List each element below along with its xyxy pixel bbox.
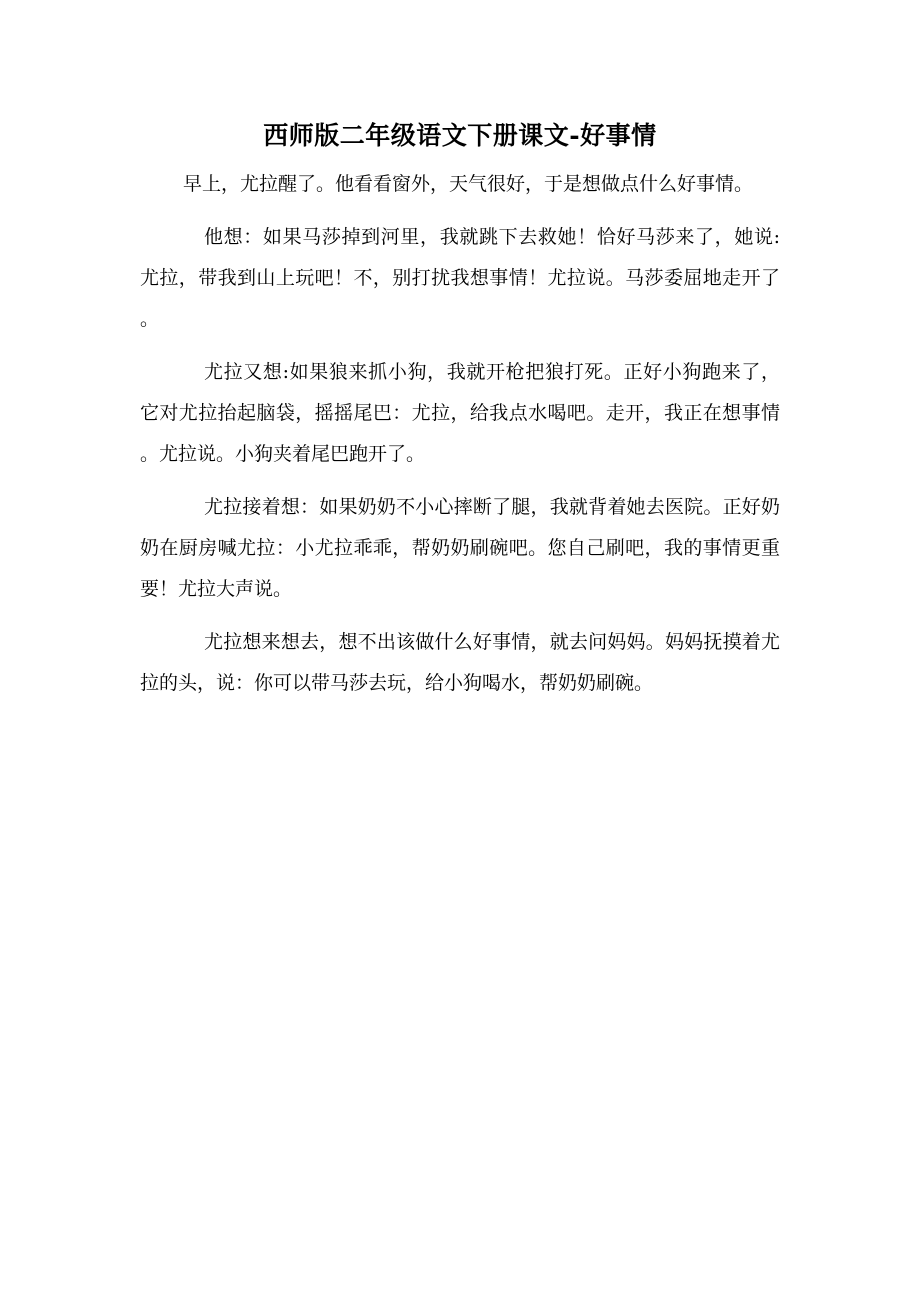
paragraph-2: 他想：如果马莎掉到河里，我就跳下去救她！恰好马莎来了，她说:尤拉，带我到山上玩吧！不，别打扰我想事情！尤拉说。马莎委屈地走开了。 (140, 226, 780, 330)
paragraph-4: 尤拉接着想：如果奶奶不小心摔断了腿，我就背着她去医院。正好奶奶在厨房喊尤拉：小尤拉乖乖，帮奶奶刷碗吧。您自己刷吧，我的事情更重要！尤拉大声说。 (140, 496, 780, 600)
paragraph-1: 早上，尤拉醒了。他看看窗外，天气很好，于是想做点什么好事情。 (183, 173, 754, 195)
paragraph-3: 尤拉又想:如果狼来抓小狗，我就开枪把狼打死。正好小狗跑来了，它对尤拉抬起脑袋，摇摇尾巴：尤拉，给我点水喝吧。走开，我正在想事情。尤拉说。小狗夹着尾巴跑开了。 (140, 361, 780, 465)
document-title: 西师版二年级语文下册课文-好事情 (263, 121, 657, 150)
paragraph-5: 尤拉想来想去，想不出该做什么好事情，就去问妈妈。妈妈抚摸着尤拉的头，说：你可以带马莎去玩，给小狗喝水，帮奶奶刷碗。 (140, 631, 780, 694)
document-body (140, 164, 780, 716)
